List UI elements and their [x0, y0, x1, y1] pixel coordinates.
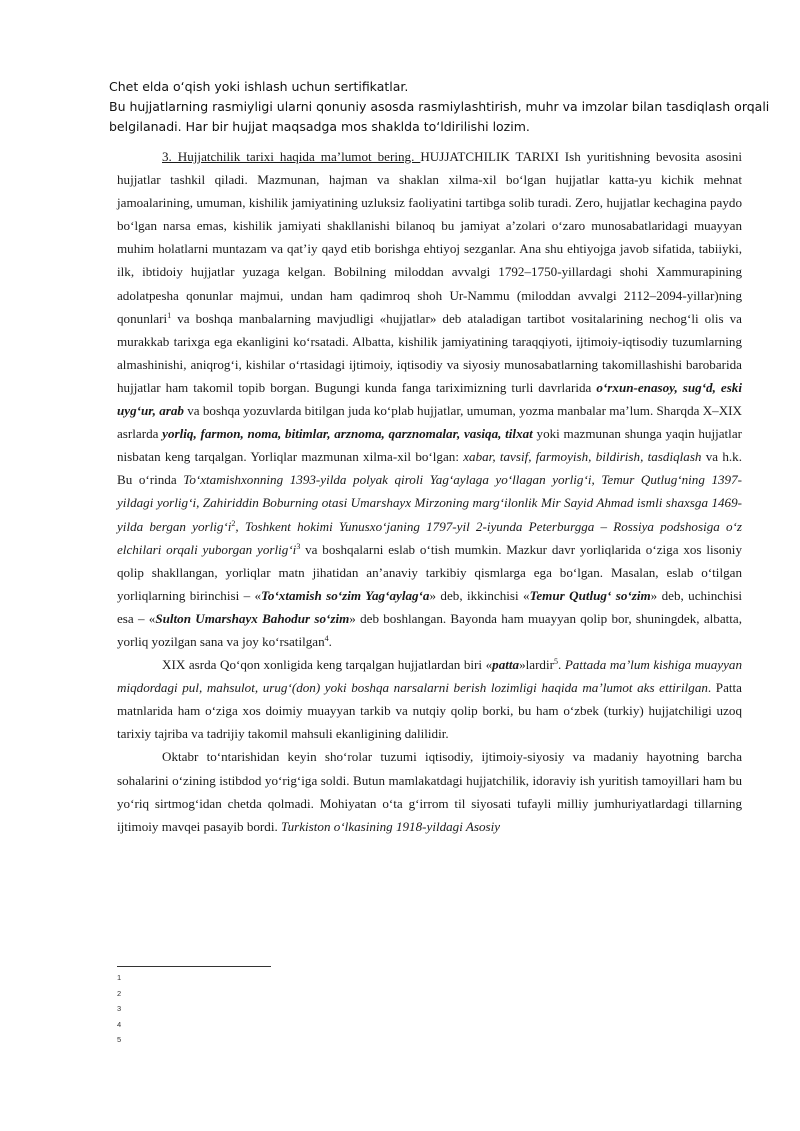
paragraph-soviet: [117, 745, 742, 837]
text-run: va boshqa yozuvlarda bitilgan juda ko‘plab hujjatlar, umuman, yozma manbalar ma’lum. Sharqda X–XIX asrlarda: [117, 403, 742, 442]
text-run: HUJJATCHILIK TARIXI Ish yuritishning bevosita asosini hujjatlar tashkil qiladi. Mazmunan, hajman va shaklan xilma-xil bo‘lgan hujjatlar katta-yu kichik mehnat jamoalarining, umuman, kishilik jamiyatining uzluksiz faoliyatini tartibga solib turadi. Zero, hujjatlar kechagina paydo bo‘lgan narsa emas, kishilik jamiyati shakllanishi bilanoq bu jamiyat a’zolari o‘zaro munosabatlaridagi muayyan muhim holatlarni muntazam va qat’iy qayd etib borishga ehtiyoj sezganlar. Ana shu ehtiyojga javob sifatida, tabiiyki, ilk, ibtidoiy hujjatlar yuzaga kelgan. Bobilning miloddan avvalgi 1792–1750-yillardagi shohi Xammurapining adolatpesha qonunlar majmui, undan ham qadimroq shoh Ur-Nammu (miloddan avvalgi 2112–2094-yillar)ning qonunlari: [117, 149, 742, 326]
emphasis-text: Sulton Umarshayx Bahodur so‘zim: [155, 610, 350, 626]
text-run: va boshqa manbalarning mavjudligi «hujjatlar» deb ataladigan tartibot vositalarining nechog‘li olis va murakkab tarixga ega ekanligini ko‘rsatadi. Albatta, kishilik jamiyatining taraqqiyoti, ijtimoiy-iqtisodiy tuzumlarning almashinishi, aniqrog‘i, kishilar o‘rtasidagi ijtimoiy, iqtisodiy va siyosiy munosabatlarning takomillashishi barobarida hujjatlar ham takomil topib borgan. Bugungi kunda fanga tariximizning turli davrlarida: [117, 310, 742, 395]
intro-line: Bu hujjatlarning rasmiyligi ularni qonuniy asosda rasmiylashtirish, muhr va imzolar bilan tasdiqlash orqali: [109, 99, 770, 114]
text-run: yoki mazmunan shunga yaqin hujjatlar nisbatan keng tarqalgan. Yorliqlar mazmunan xilma-xil bo‘lgan:: [117, 426, 742, 465]
text-run: va boshqalarni eslab o‘tish mumkin. Mazkur davr yorliqlarida o‘ziga xos lisoniy qolip shakllangan, yorliqlar matn jihatidan an’anaviy tarkibiy qismlarga ega bo‘lgan. Masalan, eslab o‘tilgan yorliqlarning birinchisi – «: [117, 541, 742, 603]
section-heading: 3. Hujjatchilik tarixi haqida ma’lumot bering.: [162, 149, 421, 164]
italic-text: Turkiston o‘lkasining 1918-yildagi Asosiy: [281, 818, 501, 834]
paragraph-patta: [117, 653, 742, 745]
intro-line: belgilanadi. Har bir hujjat maqsadga mos shaklda to‘ldirilishi lozim.: [109, 119, 530, 134]
footnote-ref: 2: [231, 518, 236, 528]
emphasis-text: Temur Qutlug‘ so‘zim: [529, 587, 651, 603]
text-run: va h.k. Bu o‘rinda: [117, 449, 743, 488]
emphasis-text: o‘rxun-enasoy, sug‘d, eski uyg‘ur, arab: [117, 379, 742, 419]
italic-text: Pattada ma’lum kishiga muayyan miqdordagi pul, mahsulot, urug‘(don) yoki boshqa narsalarni berish lozimligi haqida ma’lumot aks ettirilgan: [117, 657, 743, 696]
text-run: XIX asrda Qo‘qon xonligida keng tarqalgan hujjatlardan biri «: [162, 657, 493, 673]
footnote-ref: 1: [167, 310, 172, 320]
footnote-ref: 5: [553, 657, 558, 667]
footnotes: [117, 970, 121, 1048]
emphasis-text: patta: [492, 657, 520, 673]
main-text: [117, 145, 742, 838]
text-run: .: [328, 633, 332, 649]
footnote-ref: 3: [296, 541, 301, 551]
footnote-number: 3: [117, 1004, 122, 1014]
intro-line: Chet elda o‘qish yoki ishlash uchun sertifikatlar.: [109, 79, 409, 94]
footnote-separator: [117, 966, 271, 967]
footnote-number: 5: [117, 1035, 122, 1045]
italic-text: xabar, tavsif, farmoyish, bildirish, tasdiqlash: [463, 449, 702, 465]
italic-text: , Toshkent hokimi Yunusxo‘janing 1797-yil 2-iyunda Peterburgga – Rossiya podshosiga o‘z elchilari orqali yuborgan yorlig‘i: [117, 518, 742, 557]
text-run: » deb, ikkinchisi «: [429, 587, 530, 603]
text-run: »lardir: [519, 657, 554, 673]
text-run: » deb, uchinchisi esa – «: [117, 587, 743, 626]
text-run: » deb boshlangan. Bayonda ham muayyan qolip bor, shuningdek, albatta, yorliq yozilgan sana va joy ko‘rsatilgan: [117, 610, 742, 649]
footnote-number: 4: [117, 1019, 122, 1029]
emphasis-text: To‘xtamish so‘zim Yag‘aylag‘a: [261, 587, 430, 603]
footnote-number: 1: [117, 973, 122, 982]
paragraph-history: [117, 145, 742, 653]
footnote-number: 2: [117, 988, 122, 998]
text-run: Oktabr to‘ntarishidan keyin sho‘rolar tuzumi iqtisodiy, ijtimoiy-siyosiy va madaniy hayotning barcha sohalarini o‘zining istibdod yo‘rig‘iga soldi. Butun mamlakatdagi hujjatchilik, idoraviy ish yuritish tamoyillari ham bu yo‘riq sirtmog‘idan chetda qolmadi. Mohiyatan o‘ta g‘irrom til siyosati tufayli milliy jumhuriyatlardagi tillarning ijtimoiy mavqei pasayib bordi.: [117, 749, 742, 834]
text-run: . Patta matnlarida ham o‘ziga xos doimiy muayyan tarkib va nutqiy qolip borki, bu ham o‘zbek (turkiy) hujjatchiligi uzoq tarixiy tajriba va tadrijiy takomil mahsuli ekanligining dalilidir.: [117, 680, 742, 742]
emphasis-text: yorliq, farmon, noma, bitimlar, arznoma, qarznomalar, vasiqa, tilxat: [162, 426, 533, 442]
intro-block: [109, 77, 770, 137]
text-run: .: [557, 657, 565, 673]
footnote-ref: 4: [324, 633, 329, 643]
italic-text: To‘xtamishxonning 1393-yilda polyak qiroli Yag‘aylaga yo‘llagan yorlig‘i, Temur Qutlug‘ning 1397-yildagi yorlig‘i, Zahiriddin Boburning otasi Umarshayx Mirzoning marg‘ilonlik Mir Sayid Ahmad ismli shaxsga 1469-yilda bergan yorlig‘i: [117, 472, 743, 534]
